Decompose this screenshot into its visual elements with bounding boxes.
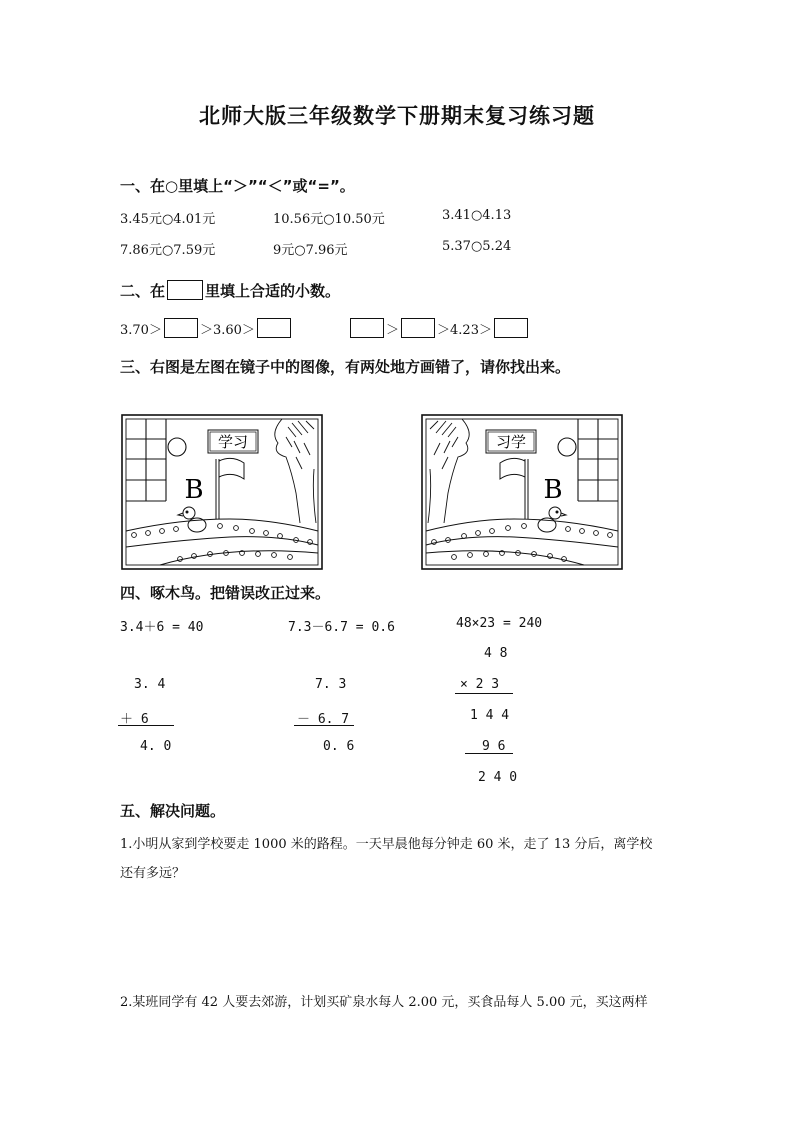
calc2-line1: 7. 3 [315,677,347,692]
compare-item: 10.56元○10.50元 [273,212,385,227]
equation-3: 48×23 = 240 [456,616,543,631]
calc1-rule [118,725,174,726]
calc3-line1: 4 8 [484,646,508,661]
calc1-line1: 3. 4 [134,677,166,692]
page-title: 北师大版三年级数学下册期末复习练习题 [199,103,595,128]
section-2-heading-start: 二、在 [120,282,166,300]
equation-1: 3.4＋6 = 40 [120,620,204,635]
section-2-heading-end: 里填上合适的小数。 [205,282,341,300]
equation-2: 7.3－6.7 = 0.6 [288,620,395,635]
fill-text: ＞3.60＞ [199,323,255,338]
calc2-result: 0. 6 [323,739,355,754]
section-1-heading: 一、在○里填上“＞”“＜”或“=”。 [120,177,355,195]
calc1-result: 4. 0 [140,739,172,754]
letter-b: B [543,475,563,505]
calc3-line4: 9 6 [482,739,506,754]
calc1-line2: ＋ 6 [120,712,149,727]
answer-box[interactable] [494,318,528,338]
question-1-cont: 还有多远？ [120,866,186,881]
calc2-rule [294,725,354,726]
letter-b: B [184,475,204,505]
calc3-result: 2 4 0 [478,770,518,785]
compare-item: 5.37○5.24 [442,239,512,254]
mirror-picture [420,413,624,571]
section-4-heading: 四、啄木鸟。把错误改正过来。 [120,584,331,602]
calc3-rule-2 [465,753,513,754]
fill-row-2 [348,318,530,338]
sign-text: 习学 [495,433,527,451]
calc2-line2: － 6. 7 [297,712,350,727]
fill-text: ＞4.23＞ [437,323,492,338]
original-picture [120,413,324,571]
example-blank-box [167,280,203,300]
section-5-heading: 五、解决问题。 [120,802,226,820]
sign-text: 学习 [217,433,249,451]
fill-text: 3.70＞ [120,323,162,338]
calc3-line3: 1 4 4 [470,708,510,723]
compare-item: 7.86元○7.59元 [120,243,216,258]
fill-row-1 [120,318,293,338]
compare-item: 9元○7.96元 [273,243,348,258]
fill-text: ＞ [386,323,400,338]
compare-item: 3.41○4.13 [442,208,512,223]
compare-item: 3.45元○4.01元 [120,212,216,227]
question-2: 2.某班同学有 42 人要去郊游，计划买矿泉水每人 2.00 元，买食品每人 5.00 元，买这两样 [120,995,648,1010]
calc3-rule-1 [455,693,513,694]
answer-box[interactable] [164,318,198,338]
section-2-heading [120,280,340,301]
section-3-heading: 三、右图是左图在镜子中的图像，有两处地方画错了，请你找出来。 [120,358,571,376]
answer-box[interactable] [350,318,384,338]
question-1: 1.小明从家到学校要走 1000 米的路程。一天早晨他每分钟走 60 米，走了 13 分后，离学校 [120,837,653,852]
calc3-line2: × 2 3 [460,677,500,692]
answer-box[interactable] [401,318,435,338]
answer-box[interactable] [257,318,291,338]
